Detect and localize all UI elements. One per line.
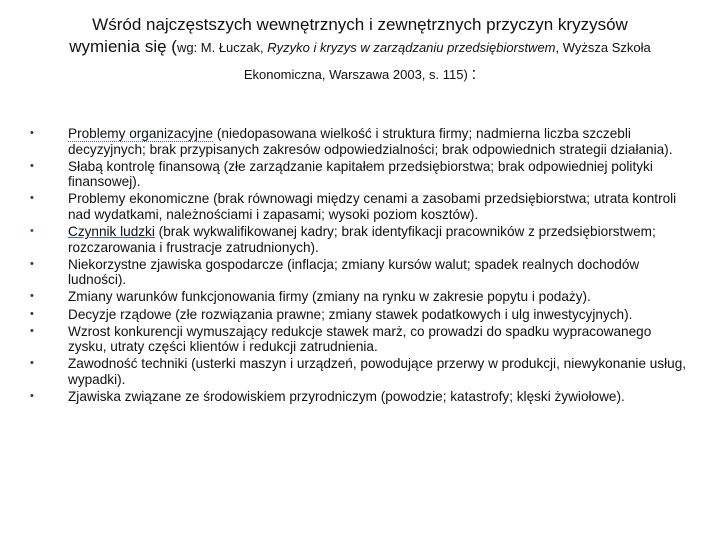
item-text: Wzrost konkurencji wymuszający redukcje stawek marż, co prowadzi do spadku wypracowanego zysku, utraty części klientów i redukcji zatrudnienia. [68, 323, 652, 355]
citation-prefix: wg: M. Łuczak, [176, 40, 268, 55]
list-item [0, 307, 720, 323]
title-colon: : [471, 64, 477, 83]
item-text: Słabą kontrolę finansową (złe zarządzanie kapitałem przedsiębiorstwa; brak odpowiedniej polityki finansowej). [68, 158, 653, 190]
item-text: Problemy ekonomiczne (brak równowagi między cenami a zasobami przedsiębiorstwa; utrata kontroli nad wydatkami, należnościami i zapasami; wysoki poziom kosztów). [68, 191, 677, 222]
bullet: • [30, 257, 34, 270]
item-text: Zawodność techniki (usterki maszyn i urządzeń, powodujące przerwy w produkcji, niewykonanie usług, wypadki). [68, 356, 687, 387]
title-line-1: Wśród najczęstszych wewnętrznych i zewnętrznych przyczyn kryzysów [92, 15, 628, 34]
list-item [0, 257, 720, 288]
list-item [0, 289, 720, 305]
bullet: • [30, 127, 34, 139]
item-text: Zmiany warunków funkcjonowania firmy (zmiany na rynku w zakresie popytu i podaży). [68, 289, 591, 305]
bullet: • [30, 192, 34, 205]
bullet: • [30, 357, 34, 370]
list-item [0, 389, 720, 405]
item-heading-link[interactable]: Czynnik ludzki [68, 224, 155, 240]
list-item [0, 191, 720, 222]
bullet: • [30, 390, 34, 402]
list-item [0, 126, 720, 157]
list-item [0, 159, 720, 190]
citation-publisher-city: Ekonomiczna, Warszawa 2003, s. 115) [243, 67, 468, 82]
citation-publisher: , Wyższa Szkoła [555, 40, 651, 55]
item-text: Niekorzystne zjawiska gospodarcze (inflacja; zmiany kursów walut; spadek realnych dochodów ludności). [68, 256, 640, 288]
causes-list [0, 126, 720, 406]
bullet: • [30, 290, 34, 303]
citation-line-2 [20, 63, 700, 86]
bullet: • [30, 225, 34, 238]
bullet: • [30, 324, 34, 337]
citation-book-title: Ryzyko i kryzys w zarządzaniu przedsiębiorstwem [267, 40, 556, 55]
item-text: Zjawiska związane ze środowiskiem przyrodniczym (powodzie; katastrofy; klęski żywiołowe). [68, 389, 625, 404]
item-text: (niedopasowana wielkość i struktura firmy; nadmierna liczba szczebli decyzyjnych; brak przypisanych zakresów odpowiedzialności; brak odpowiednich strategii działania). [68, 126, 673, 157]
item-text: (brak wykwalifikowanej kadry; brak identyfikacji pracowników z przedsiębiorstwem; rozczarowania i frustracje zatrudnionych). [68, 224, 656, 255]
list-item [0, 324, 720, 355]
list-item [0, 356, 720, 387]
title-line-2 [20, 36, 700, 59]
bullet: • [30, 159, 34, 172]
bullet: • [30, 307, 34, 320]
title-line-2-start: wymienia się ( [69, 37, 177, 56]
list-item [0, 224, 720, 255]
item-text: Decyzje rządowe (złe rozwiązania prawne; zmiany stawek podatkowych i ulg inwestycyjnych). [68, 306, 633, 322]
item-heading-link[interactable]: Problemy organizacyjne [68, 126, 214, 141]
page-title [20, 14, 700, 86]
